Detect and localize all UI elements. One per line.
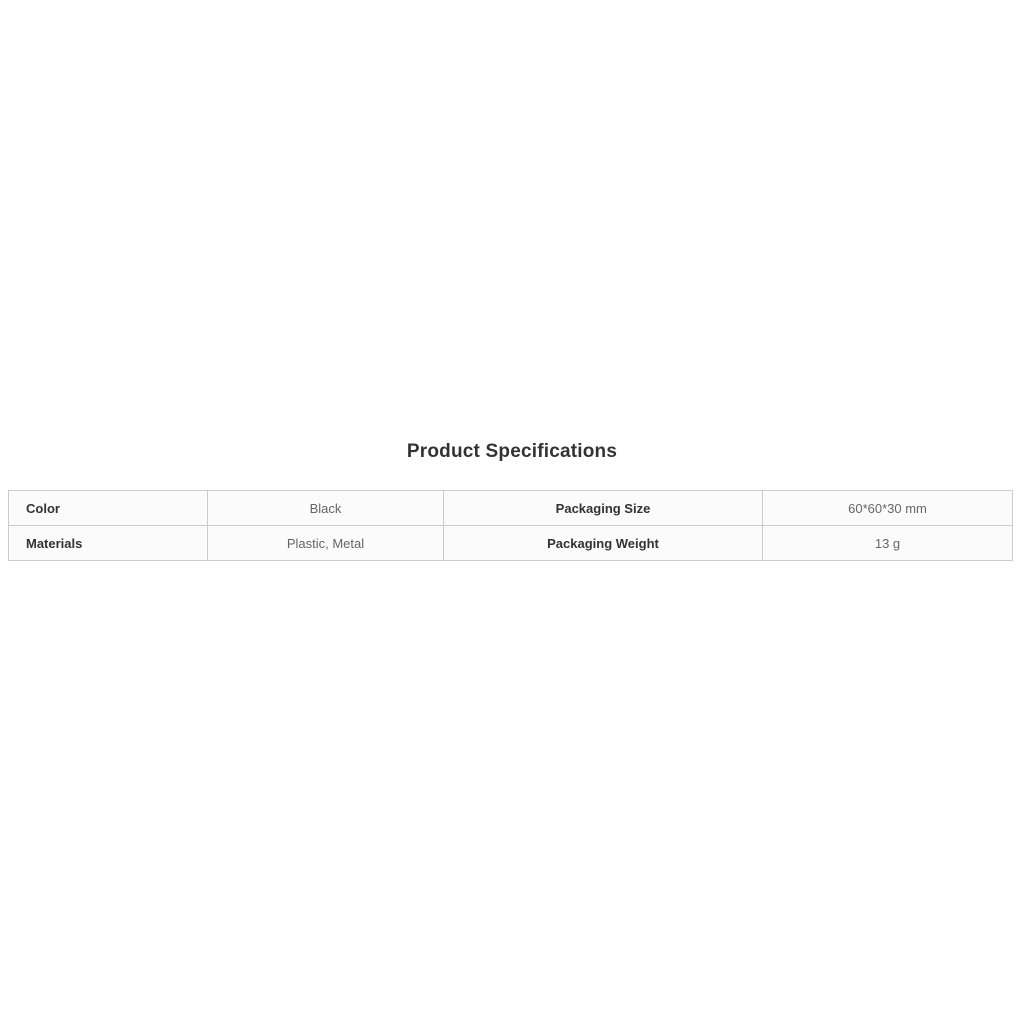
spec-row [9,491,1013,526]
spec-label-packaging-weight: Packaging Weight [444,526,763,561]
spec-value-packaging-weight: 13 g [763,526,1013,561]
section-title: Product Specifications [406,441,618,462]
spec-label-materials: Materials [9,526,208,561]
specifications-table [8,490,1013,561]
spec-value-packaging-size: 60*60*30 mm [763,491,1013,526]
spec-value-materials: Plastic, Metal [208,526,444,561]
spec-row [9,526,1013,561]
spec-label-packaging-size: Packaging Size [444,491,763,526]
spec-value-color: Black [208,491,444,526]
spec-label-color: Color [9,491,208,526]
